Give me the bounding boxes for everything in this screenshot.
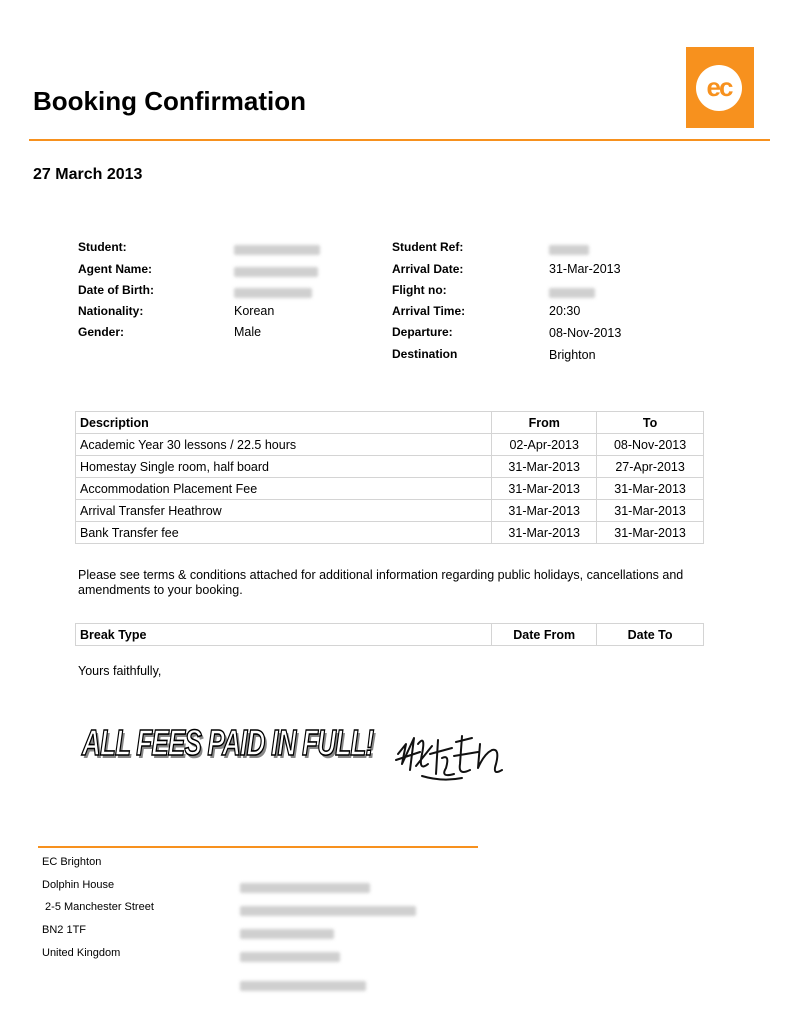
item-to-date: 31-Mar-2013: [597, 522, 704, 544]
departure-label: Departure:: [392, 325, 453, 339]
table-row: [76, 456, 704, 478]
contact-line-redacted: [240, 903, 416, 921]
item-description: Accommodation Placement Fee: [76, 478, 492, 500]
dob-value-redacted: [234, 285, 312, 303]
item-from-date: 02-Apr-2013: [492, 434, 597, 456]
item-from-date: 31-Mar-2013: [492, 500, 597, 522]
gender-value: Male: [234, 325, 262, 339]
arrival-date-value: 31-Mar-2013: [549, 262, 621, 276]
terms-note: Please see terms & conditions attached for additional information regarding public holidays, cancellations and amendments to your booking.: [78, 568, 684, 597]
arrival-time-value: 20:30: [549, 304, 581, 318]
flight-no-value-redacted: [549, 285, 595, 303]
arrival-date-label: Arrival Date:: [392, 262, 464, 276]
header-divider: [29, 139, 770, 141]
address-line-4: BN2 1TF: [42, 924, 87, 936]
student-value-redacted: [234, 242, 320, 260]
table-row: [76, 522, 704, 544]
footer-divider: [38, 846, 478, 848]
contact-line-redacted: [240, 978, 366, 996]
item-to-date: 08-Nov-2013: [597, 434, 704, 456]
address-line-2: Dolphin House: [42, 879, 115, 891]
item-from-date: 31-Mar-2013: [492, 478, 597, 500]
date-to-header: Date To: [597, 624, 704, 646]
contact-line-redacted: [240, 926, 334, 944]
student-ref-value-redacted: [549, 242, 589, 260]
paid-stamp: ALL FEES PAID IN FULL!: [82, 722, 374, 763]
from-header: From: [492, 412, 597, 434]
item-to-date: 31-Mar-2013: [597, 500, 704, 522]
arrival-time-label: Arrival Time:: [392, 304, 466, 318]
item-description: Academic Year 30 lessons / 22.5 hours: [76, 434, 492, 456]
document-date: 27 March 2013: [33, 166, 143, 183]
agent-name-label: Agent Name:: [78, 262, 153, 276]
flight-no-label: Flight no:: [392, 283, 447, 297]
destination-value: Brighton: [549, 348, 596, 362]
table-header-row: [76, 624, 704, 646]
student-ref-label: Student Ref:: [392, 240, 464, 254]
address-line-5: United Kingdom: [42, 947, 121, 959]
ec-logo: [686, 47, 754, 128]
student-label: Student:: [78, 240, 127, 254]
item-from-date: 31-Mar-2013: [492, 522, 597, 544]
departure-value: 08-Nov-2013: [549, 326, 622, 340]
to-header: To: [597, 412, 704, 434]
table-header-row: [76, 412, 704, 434]
item-description: Bank Transfer fee: [76, 522, 492, 544]
item-from-date: 31-Mar-2013: [492, 456, 597, 478]
agent-name-value-redacted: [234, 264, 318, 282]
address-line-3: 2-5 Manchester Street: [42, 901, 154, 913]
date-from-header: Date From: [492, 624, 597, 646]
address-line-1: EC Brighton: [42, 856, 102, 868]
item-description: Homestay Single room, half board: [76, 456, 492, 478]
break-table: [75, 623, 704, 646]
item-description: Arrival Transfer Heathrow: [76, 500, 492, 522]
item-to-date: 31-Mar-2013: [597, 478, 704, 500]
nationality-label: Nationality:: [78, 304, 144, 318]
dob-label: Date of Birth:: [78, 283, 154, 297]
item-to-date: 27-Apr-2013: [597, 456, 704, 478]
destination-label: Destination: [392, 347, 458, 361]
nationality-value: Korean: [234, 304, 275, 318]
table-row: [76, 434, 704, 456]
booking-items-table: [75, 411, 704, 544]
description-header: Description: [76, 412, 492, 434]
contact-line-redacted: [240, 880, 370, 898]
table-row: [76, 478, 704, 500]
break-type-header: Break Type: [76, 624, 492, 646]
page-title: Booking Confirmation: [33, 86, 306, 116]
gender-label: Gender:: [78, 325, 125, 339]
table-row: [76, 500, 704, 522]
contact-line-redacted: [240, 949, 340, 967]
closing-text: Yours faithfully,: [78, 664, 162, 678]
signature-image: [392, 724, 508, 790]
ec-logo-mark: ec: [696, 65, 742, 111]
